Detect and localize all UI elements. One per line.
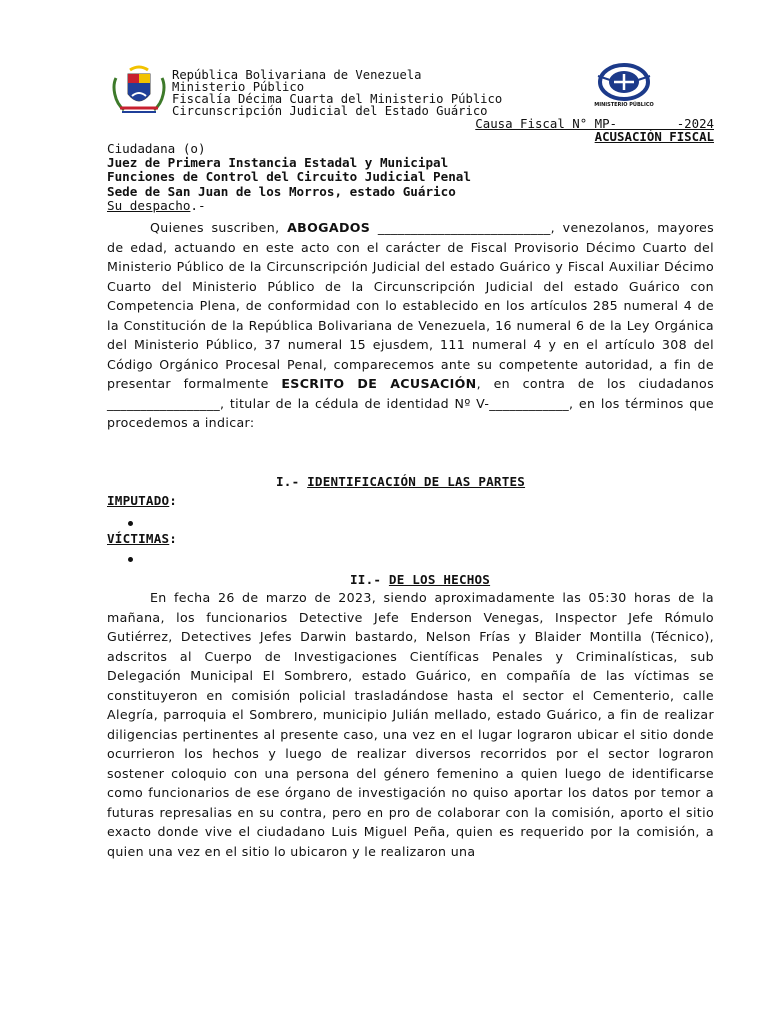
imputado-heading (107, 493, 177, 508)
addressee-line-2: Juez de Primera Instancia Estadal y Municipal (107, 155, 449, 171)
escrito-label: ESCRITO DE ACUSACIÓN (281, 376, 477, 391)
imputado-label: IMPUTADO (107, 493, 170, 508)
hechos-text: En fecha 26 de marzo de 2023, siendo aproximadamente las 05:30 horas de la mañana, los funcionarios Detective Jefe Enderson Venegas, Inspector Jefe Rómulo Gutiérrez, Detectives Jefes Darwin bastardo, Nelson Frías y Blaider Montilla (Técnico), adscritos al Cuerpo de Investigaciones Científicas Penales y Criminalísticas, sub Delegación Municipal El Sombrero, estado Guárico, en compañía de las víctimas se constituyeron en comisión policial trasladándose hasta el sector el Cementerio, calle Alegría, parroquia el Sombrero, municipio Julián mellado, estado Guárico, a fin de realizar diligencias pertinentes al presente caso, una vez en el lugar lograron ubicar el sitio donde ocurrieron los hechos y luego de realizar diversos recorridos por el sector lograron sostener coloquio con una persona del género femenino a quien luego de identificarse como funcionarios de ese órgano de investigación no quiso aportar los datos por temor a futuras represalias en su contra, pero en pro de colaborar con la comisión, aporto el sitio exacto donde vive el ciudadano Luis Miguel Peña, quien es requerido por la comisión, a quien una vez en el sitio lo ubicaron y le realizaron una (107, 590, 714, 859)
header-line-3: Fiscalía Décima Cuarta del Ministerio Público (172, 92, 503, 106)
logo-caption: MINISTERIO PÚBLICO (594, 102, 654, 108)
document-type: ACUSACIÓN FISCAL (594, 129, 714, 144)
addressee-line-5 (107, 199, 471, 213)
intro-end: , en contra de los ciudadanos _________________, titular de la cédula de identidad Nº V-____________, en los términos que procedemos a indicar: (107, 376, 714, 430)
su-despacho-suffix: .- (190, 197, 206, 213)
intro-body: venezolanos, mayores de edad, actuando en este acto con el carácter de Fiscal Provisorio Décimo Cuarto del Ministerio Público de la Circunscripción Judicial del estado Guárico y Fiscal Auxiliar Décimo Cuarto del Ministerio Público de la Circunscripción Judicial del estado Guárico con Competencia Plena, de conformidad con lo establecido en los artículos 285 numeral 4 de la Constitución de la República Bolivariana de Venezuela, 16 numeral 6 de la Ley Orgánica del Ministerio Público, 37 numeral 15 ejusdem, 111 numeral 4 y en el artículo 308 del Código Orgánico Procesal Penal, comparecemos ante su competente autoridad, a fin de presentar formalmente (107, 220, 714, 391)
intro-start: Quienes suscriben, (150, 220, 288, 235)
intro-paragraph (107, 218, 714, 433)
section-1-heading (276, 474, 525, 489)
victimas-label: VÍCTIMAS (107, 531, 170, 546)
su-despacho: Su despacho (107, 197, 191, 213)
section-2-title: DE LOS HECHOS (388, 572, 491, 587)
header-line-1: República Bolivariana de Venezuela (172, 68, 422, 82)
ministerio-publico-logo (592, 62, 656, 110)
addressee-line-1: Ciudadana (o) (107, 141, 206, 156)
imputado-bullet (128, 521, 133, 526)
abogados-blank: __________________________, (370, 220, 563, 235)
addressee-line-3: Funciones de Control del Circuito Judicial Penal (107, 169, 471, 185)
institution-header (172, 69, 502, 117)
section-1-title: IDENTIFICACIÓN DE LAS PARTES (307, 474, 526, 489)
causa-fiscal-number: Causa Fiscal N° MP- -2024 (475, 116, 714, 131)
header-line-2: Ministerio Público (172, 80, 305, 94)
abogados-label: ABOGADOS (287, 220, 371, 235)
coat-of-arms-logo (110, 64, 168, 116)
header-line-4: Circunscripción Judicial del Estado Guárico (172, 104, 488, 118)
hechos-paragraph (107, 588, 714, 861)
case-reference (475, 117, 714, 143)
imputado-colon: : (169, 493, 178, 508)
section-2-prefix: II.- (350, 572, 389, 587)
victimas-bullet (128, 557, 133, 562)
addressee-block (107, 142, 471, 213)
section-1-prefix: I.- (276, 474, 308, 489)
victimas-colon: : (169, 531, 178, 546)
section-2-heading (350, 572, 490, 587)
addressee-line-4: Sede de San Juan de los Morros, estado Guárico (107, 183, 456, 199)
victimas-heading (107, 531, 177, 546)
